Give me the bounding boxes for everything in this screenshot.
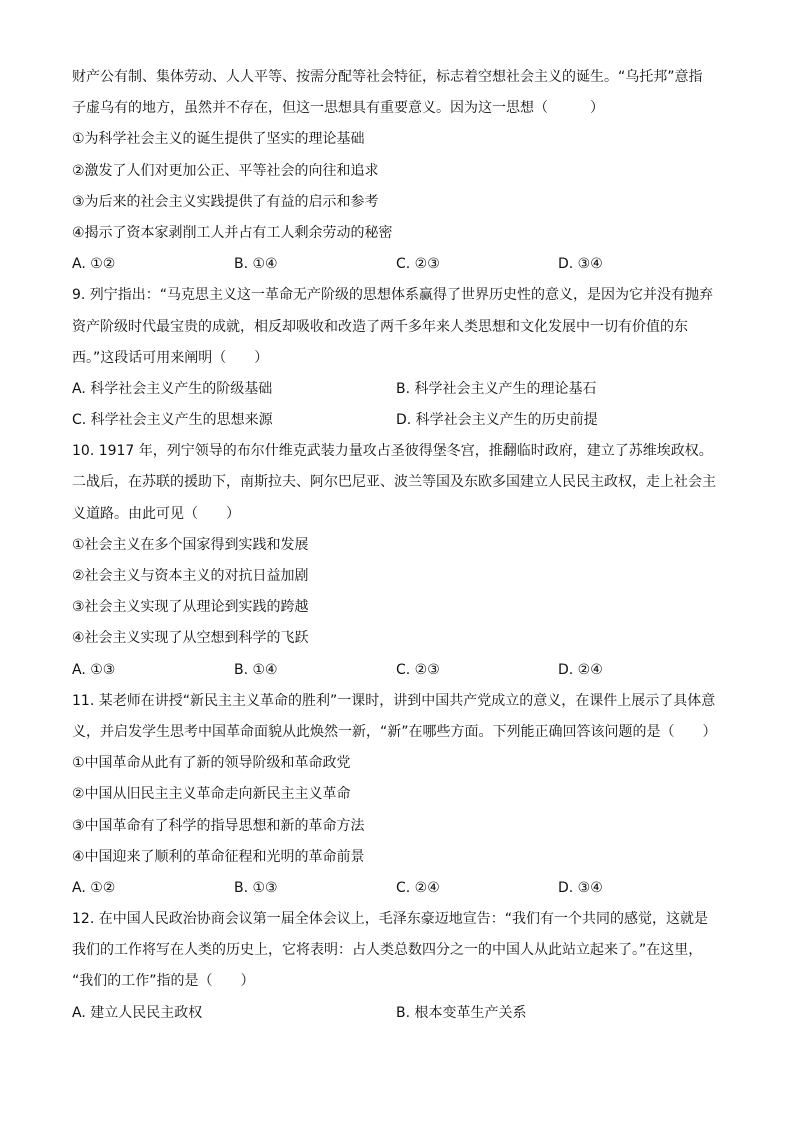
option-c: C. ②④ (396, 879, 440, 896)
statement-1: ①为科学社会主义的诞生提供了坚实的理论基础 (72, 131, 365, 148)
option-a: A. ①② (72, 879, 116, 896)
stem-line: 子虚乌有的地方，虽然并不存在，但这一思想具有重要意义。因为这一思想（ ） (72, 100, 604, 117)
option-b: B. ①④ (234, 256, 278, 273)
option-a: A. 科学社会主义产生的阶级基础 (72, 380, 273, 397)
question-9 (72, 280, 732, 436)
exam-page (72, 62, 732, 1029)
option-c: C. 科学社会主义产生的思想来源 (72, 412, 273, 429)
stem-line: 9. 列宁指出：“马克思主义这一革命无产阶级的思想体系赢得了世界历史性的意义，是因为它并没有抛弃 (72, 287, 714, 304)
statement-4: ④社会主义实现了从空想到科学的飞跃 (72, 630, 309, 647)
statement-2: ②中国从旧民主主义革命走向新民主主义革命 (72, 786, 351, 803)
stem-line: 11. 某老师在讲授“新民主主义革命的胜利”一课时，讲到中国共产党成立的意义，在课件上展示了具体意 (72, 692, 716, 709)
option-b: B. ①③ (234, 879, 278, 896)
option-d: D. ③④ (558, 256, 603, 273)
stem-line: 资产阶级时代最宝贵的成就，相反却吸收和改造了两千多年来人类思想和文化发展中一切有价值的东 (72, 318, 688, 335)
option-b: B. 科学社会主义产生的理论基石 (396, 380, 597, 397)
statement-1: ①社会主义在多个国家得到实践和发展 (72, 536, 309, 553)
stem-line: 二战后，在苏联的援助下，南斯拉夫、阿尔巴尼亚、波兰等国及东欧多国建立人民民主政权，走上社会主 (72, 474, 716, 491)
option-c: C. ②③ (396, 256, 440, 273)
stem-line: 义，并启发学生思考中国革命面貌从此焕然一新，“新”在哪些方面。下列能正确回答该问题的是（ ） (72, 723, 717, 740)
question-10 (72, 436, 732, 686)
options-row (72, 405, 732, 436)
options-row (72, 873, 732, 904)
stem-line: 12. 在中国人民政治协商会议第一届全体会议上，毛泽东豪迈地宣告：“我们有一个共同的感觉，这就是 (72, 911, 708, 928)
options-row (72, 249, 732, 280)
question-12 (72, 904, 732, 1029)
option-b: B. 根本变革生产关系 (396, 1004, 527, 1021)
statement-3: ③社会主义实现了从理论到实践的跨越 (72, 599, 309, 616)
statement-4: ④揭示了资本家剥削工人并占有工人剩余劳动的秘密 (72, 224, 393, 241)
question-8-continued (72, 62, 732, 280)
options-row (72, 998, 732, 1029)
options-row (72, 374, 732, 405)
statement-2: ②社会主义与资本主义的对抗日益加剧 (72, 568, 309, 584)
option-a: A. ①② (72, 256, 116, 273)
option-c: C. ②③ (396, 661, 440, 678)
statement-1: ①中国革命从此有了新的领导阶级和革命政党 (72, 755, 351, 772)
option-a: A. ①③ (72, 661, 116, 678)
option-d: D. ③④ (558, 879, 603, 896)
stem-line: 财产公有制、集体劳动、人人平等、按需分配等社会特征，标志着空想社会主义的诞生。“乌托邦”意指 (72, 69, 703, 85)
stem-line: “我们的工作”指的是（ ） (72, 973, 255, 990)
stem-line: 10. 1917 年，列宁领导的布尔什维克武装力量攻占圣彼得堡冬宫，推翻临时政府，建立了苏维埃政权。 (72, 443, 713, 460)
statement-2: ②激发了人们对更加公正、平等社会的向往和追求 (72, 162, 379, 179)
statement-3: ③中国革命有了科学的指导思想和新的革命方法 (72, 817, 365, 834)
option-b: B. ①④ (234, 661, 278, 678)
option-a: A. 建立人民民主政权 (72, 1004, 203, 1021)
options-row (72, 655, 732, 686)
option-d: D. 科学社会主义产生的历史前提 (396, 412, 598, 429)
statement-3: ③为后来的社会主义实践提供了有益的启示和参考 (72, 193, 379, 210)
stem-line: 我们的工作将写在人类的历史上，它将表明：占人类总数四分之一的中国人从此站立起来了。”在这里， (72, 942, 703, 959)
question-11 (72, 686, 732, 904)
option-d: D. ②④ (558, 661, 603, 678)
stem-line: 西。”这段话可用来阐明（ ） (72, 349, 269, 366)
stem-line: 义道路。由此可见（ ） (72, 505, 240, 522)
statement-4: ④中国迎来了顺利的革命征程和光明的革命前景 (72, 848, 365, 865)
